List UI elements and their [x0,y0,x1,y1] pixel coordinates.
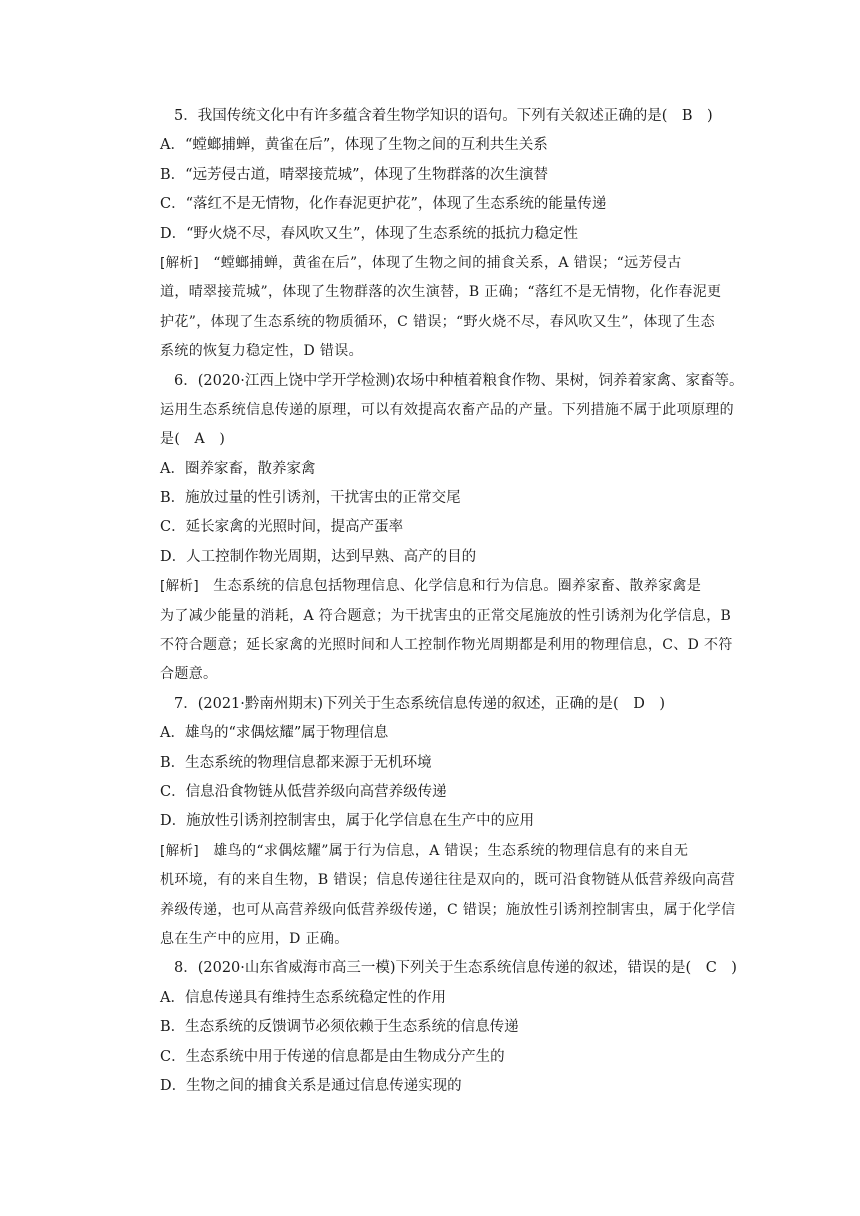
explanation-line: 息在生产中的应用，D 正确。 [160,930,349,947]
explanation-line: 护花”，体现了生态系统的物质循环，C 错误；“野火烧不尽，春风吹又生”，体现了生态 [160,313,715,330]
option-d: D．施放性引诱剂控制害虫，属于化学信息在生产中的应用 [160,813,535,830]
option-b: B．生态系统的物理信息都来源于无机环境 [160,754,432,771]
explanation-line: 不符合题意；延长家禽的光照时间和人工控制作物光周期都是利用的物理信息，C、D 不符 [160,637,733,654]
explanation-label: [解析] [160,578,199,595]
explanation-line: 养级传递，也可从高营养级向低营养级传递，C 错误；施放性引诱剂控制害虫，属于化学信 [160,901,736,918]
question-stem: 运用生态系统信息传递的原理，可以有效提高农畜产品的产量。下列措施不属于此项原理的 [160,401,734,418]
explanation [157,572,737,601]
option-a: A．雄鸟的“求偶炫耀”属于物理信息 [160,725,389,742]
question-5 [157,102,737,367]
explanation-line: 合题意。 [160,666,218,683]
option-a: A．信息传递具有维持生态系统稳定性的作用 [160,989,446,1006]
option-a: A．圈养家畜，散养家禽 [160,460,316,477]
explanation-line: 为了减少能量的消耗，A 符合题意；为干扰害虫的正常交尾施放的性引诱剂为化学信息，B [160,607,732,624]
explanation-line: 道，晴翠接荒城”，体现了生物群落的次生演替，B 正确；“落红不是无情物，化作春泥更 [160,284,722,301]
question-stem: 7．(2021·黔南州期末)下列关于生态系统信息传递的叙述，正确的是( D ) [174,695,665,712]
option-a: A．“螳螂捕蝉，黄雀在后”，体现了生物之间的互利共生关系 [160,137,548,154]
document-body [157,102,744,1101]
option-b: B．“远芳侵古道，晴翠接荒城”，体现了生物群落的次生演替 [160,166,548,183]
option-c: C．延长家禽的光照时间，提高产蛋率 [160,519,404,536]
question-stem: 是( A ) [160,431,226,448]
question-7 [157,690,737,955]
option-d: D．生物之间的捕食关系是通过信息传递实现的 [160,1077,462,1094]
option-c: C．信息沿食物链从低营养级向高营养级传递 [160,783,447,800]
explanation-line: 生态系统的信息包括物理信息、化学信息和行为信息。圈养家畜、散养家禽是 [198,578,702,595]
question-stem: 5．我国传统文化中有许多蕴含着生物学知识的语句。下列有关叙述正确的是( B ) [174,108,713,124]
option-c: C．生态系统中用于传递的信息都是由生物成分产生的 [160,1048,505,1065]
option-c: C．“落红不是无情物，化作春泥更护花”，体现了生态系统的能量传递 [160,196,607,213]
question-8 [157,954,737,1101]
explanation [157,837,737,866]
question-stem: 8．(2020·山东省威海市高三一模)下列关于生态系统信息传递的叙述，错误的是( C ) [174,960,737,977]
explanation-label: [解析] [160,842,199,859]
option-b: B．生态系统的反馈调节必须依赖于生态系统的信息传递 [160,1019,519,1036]
option-b: B．施放过量的性引诱剂，干扰害虫的正常交尾 [160,490,461,507]
option-d: D．人工控制作物光周期，达到早熟、高产的目的 [160,548,477,565]
explanation-line: “螳螂捕蝉，黄雀在后”，体现了生物之间的捕食关系，A 错误；“远芳侵古 [198,254,682,271]
explanation-label: [解析] [160,254,199,271]
explanation-line: 雄鸟的“求偶炫耀”属于行为信息，A 错误；生态系统的物理信息有的来自无 [198,842,689,859]
question-6 [157,367,744,690]
question-stem: 6．(2020·江西上饶中学开学检测)农场中种植着粮食作物、果树，饲养着家禽、家畜等。 [174,372,744,389]
explanation-line: 系统的恢复力稳定性，D 错误。 [160,343,363,360]
option-d: D．“野火烧不尽，春风吹又生”，体现了生态系统的抵抗力稳定性 [160,225,578,242]
explanation [157,249,737,278]
explanation-line: 机环境，有的来自生物，B 错误；信息传递往往是双向的，既可沿食物链从低营养级向高营 [160,872,736,889]
